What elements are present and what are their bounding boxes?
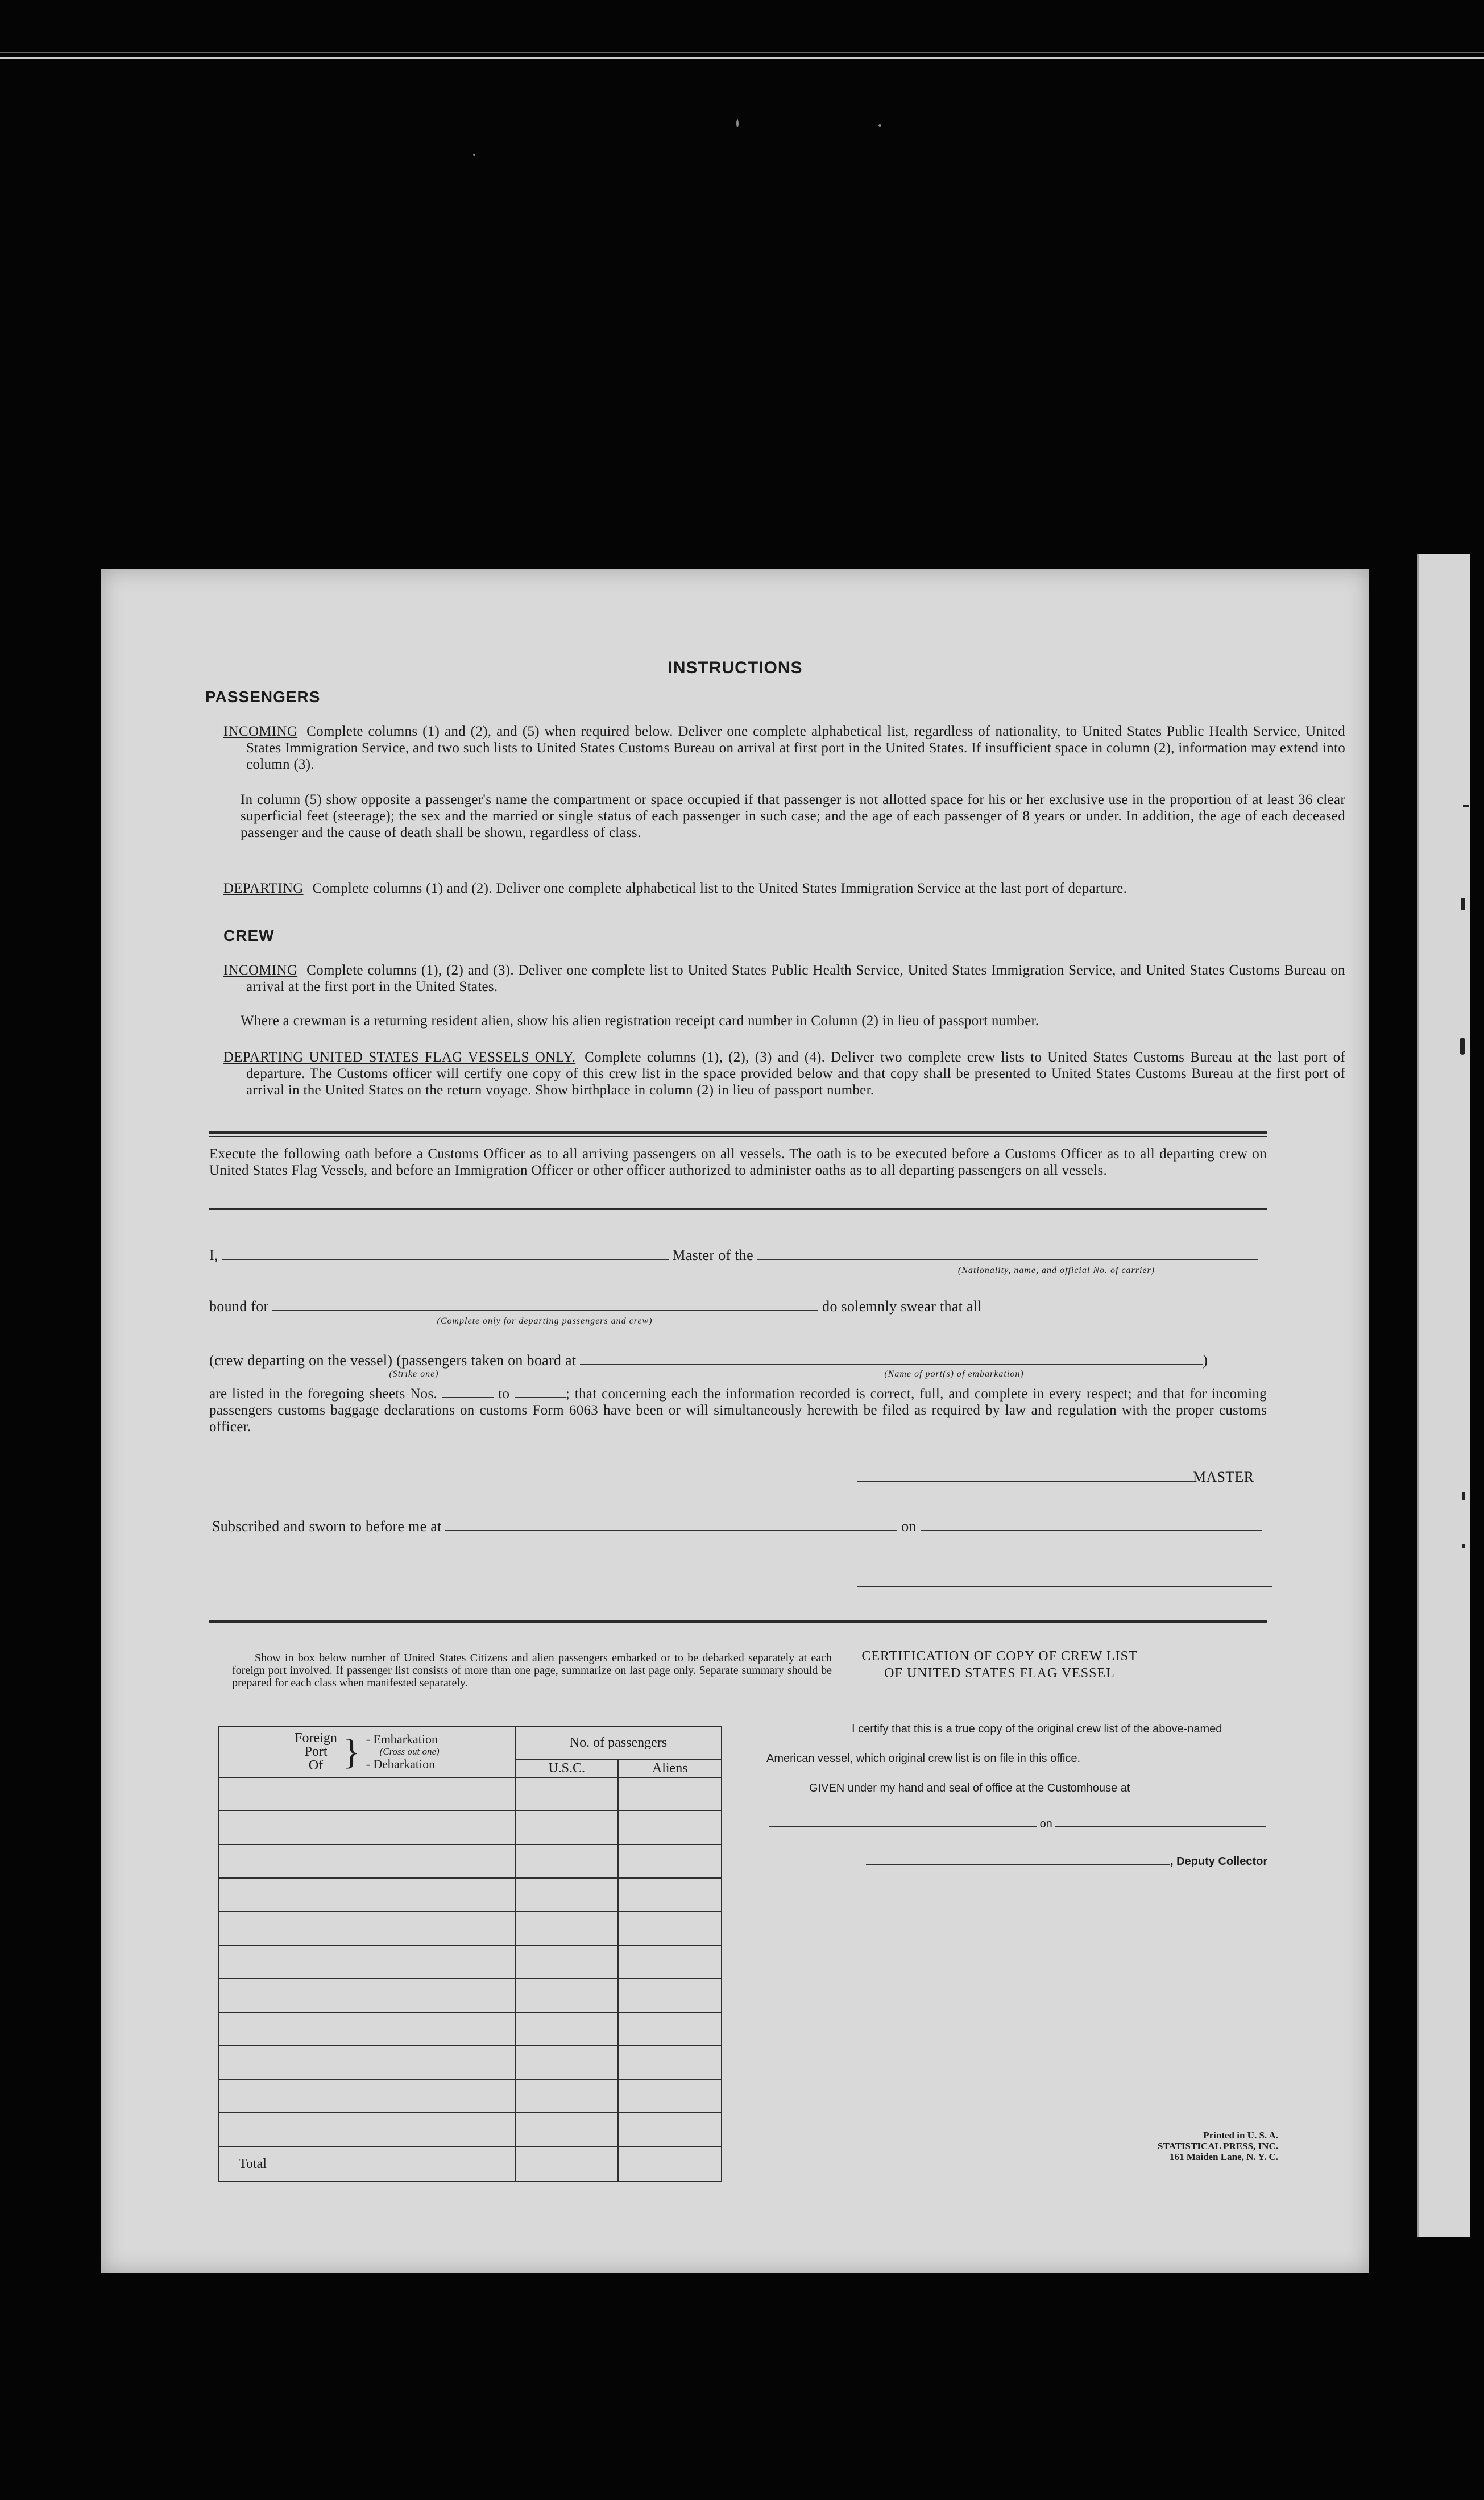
- aliens-header: Aliens: [618, 1759, 722, 1777]
- film-speck: [473, 154, 475, 156]
- strike-one-caption: (Strike one): [389, 1369, 439, 1379]
- summary-row: [219, 2046, 722, 2079]
- customhouse-field[interactable]: [769, 1826, 1037, 1827]
- column5-paragraph: In column (5) show opposite a passenger's name the compartment or space occupied if that passenger is not allotted space for his or her exclusive use in the proportion of at least 36 clear superficial feet (steerage); the sex and the married or single status of each passenger in such case; and the age of each passenger of 8 years or under. In addition, the age of each deceased passenger and the cause of death shall be shown, regardless of class.: [241, 792, 1345, 840]
- certify-line1: I certify that this is a true copy of the original crew list of the above-named: [852, 1723, 1222, 1735]
- master-signature-field[interactable]: [857, 1481, 1193, 1482]
- summary-row: [219, 1777, 722, 1811]
- film-speck: [736, 119, 739, 127]
- summary-row: [219, 2113, 722, 2146]
- brace-glyph: }: [342, 1731, 360, 1772]
- passenger-summary-table: [218, 1726, 722, 2182]
- american-vessel-line: American vessel, which original crew list is on file in this office.: [766, 1752, 1081, 1765]
- printer-line3: 161 Maiden Lane, N. Y. C.: [1170, 2151, 1278, 2162]
- cert-date-field[interactable]: [1055, 1826, 1266, 1827]
- usc-cell[interactable]: [515, 1811, 619, 1844]
- passengers-departing-text: Complete columns (1) and (2). Deliver one complete alphabetical list to the United States Immigration Service at the last port of departure.: [312, 881, 1127, 896]
- ports-caption: (Name of port(s) of embarkation): [884, 1369, 1024, 1379]
- bound-for-label: bound for: [209, 1298, 269, 1315]
- cert-on-label: on: [1039, 1818, 1052, 1830]
- usc-cell[interactable]: [515, 2079, 619, 2113]
- oath-bound-line: [209, 1298, 1267, 1315]
- oath-intro: Execute the following oath before a Customs Officer as to all arriving passengers on all vessels. The oath is to be executed before a Customs Officer as to all departing crew on United States Flag Vessels, and before an Immigration Officer or other officer authorized to administer oaths as to all departing passengers on all vessels.: [209, 1146, 1267, 1178]
- total-aliens-cell[interactable]: [618, 2146, 722, 2182]
- total-usc-cell[interactable]: [515, 2146, 619, 2182]
- usc-cell[interactable]: [515, 1912, 619, 1945]
- crew-incoming-label: INCOMING: [223, 963, 298, 978]
- close-paren: ): [1203, 1352, 1208, 1369]
- sheets-label: are listed in the foregoing sheets Nos.: [209, 1386, 438, 1402]
- aliens-cell[interactable]: [618, 1777, 722, 1811]
- usc-header: U.S.C.: [515, 1759, 619, 1777]
- divider-rule: [209, 1620, 1267, 1623]
- port-cell[interactable]: [219, 1811, 515, 1844]
- total-label: Total: [219, 2146, 515, 2182]
- summary-row: [219, 1979, 722, 2012]
- bound-for-field[interactable]: [272, 1310, 818, 1311]
- aliens-cell[interactable]: [618, 1979, 722, 2012]
- master-name-field[interactable]: [222, 1259, 669, 1260]
- crew-incoming-text: Complete columns (1), (2) and (3). Deliver one complete list to United States Public Health Service, United States Immigration Service, and United States Customs Bureau on arrival at the first port in the United States.: [246, 963, 1345, 994]
- sheets-statement: ; that concerning each the information recorded is correct, full, and complete in every respect; and that for incoming passengers customs baggage declarations on customs Form 6063 have been or will simultaneously herewith be filed as required by law and regulation with the proper customs officer.: [209, 1386, 1267, 1435]
- summary-row: [219, 2079, 722, 2113]
- debarkation-label: - Debarkation: [366, 1757, 436, 1771]
- port-cell[interactable]: [219, 2113, 515, 2146]
- oath-embarkation-line: [209, 1352, 1267, 1369]
- film-edge-line: [0, 52, 1484, 53]
- document-page: [101, 569, 1369, 2273]
- port-cell[interactable]: [219, 1912, 515, 1945]
- adjacent-page-edge: [1417, 554, 1470, 2237]
- subscribed-label: Subscribed and sworn to before me at: [212, 1518, 442, 1535]
- aliens-cell[interactable]: [618, 2113, 722, 2146]
- crew-passengers-label: (crew departing on the vessel) (passengers taken on board at: [209, 1352, 577, 1369]
- passengers-departing-paragraph: [223, 880, 1345, 897]
- port-cell[interactable]: [219, 1844, 515, 1878]
- port-cell[interactable]: [219, 2079, 515, 2113]
- printer-imprint: [1068, 2130, 1278, 2162]
- printer-line2: STATISTICAL PRESS, INC.: [1158, 2141, 1278, 2151]
- cross-out-label: (Cross out one): [379, 1746, 440, 1757]
- passengers-incoming-paragraph: [223, 723, 1345, 773]
- divider-rule-thin: [209, 1136, 1267, 1137]
- film-speck: [878, 124, 881, 127]
- sworn-place-field[interactable]: [445, 1530, 897, 1531]
- usc-cell[interactable]: [515, 2113, 619, 2146]
- usc-cell[interactable]: [515, 2012, 619, 2046]
- subscribed-line: [212, 1518, 1270, 1535]
- port-cell[interactable]: [219, 1945, 515, 1979]
- sworn-on-label: on: [901, 1518, 917, 1535]
- embarkation-label: - Embarkation: [366, 1732, 438, 1746]
- usc-cell[interactable]: [515, 1844, 619, 1878]
- port-header-port: Port: [304, 1744, 328, 1759]
- summary-instructions: Show in box below number of United States Citizens and alien passengers embarked or to be debarked separately at each foreign port involved. If passenger list consists of more than one page, summarize on last page only. Separate summary should be prepared for each class when manifested separately.: [232, 1652, 832, 1689]
- master-label: MASTER: [1193, 1469, 1254, 1485]
- no-passengers-header: No. of passengers: [515, 1726, 722, 1759]
- usc-cell[interactable]: [515, 1945, 619, 1979]
- crew-incoming-paragraph: [223, 962, 1345, 995]
- instructions-title: INSTRUCTIONS: [668, 658, 803, 677]
- printer-line1: Printed in U. S. A.: [1203, 2130, 1278, 2141]
- carrier-field[interactable]: [757, 1259, 1258, 1260]
- crew-departing-paragraph: [223, 1049, 1345, 1098]
- oath-master-line: [209, 1247, 1267, 1264]
- certification-title-line1: CERTIFICATION OF COPY OF CREW LIST: [861, 1649, 1138, 1664]
- bound-caption: (Complete only for departing passengers and crew): [437, 1316, 653, 1326]
- summary-row: [219, 1844, 722, 1878]
- film-edge-rule: [0, 57, 1484, 59]
- officer-signature-field[interactable]: [857, 1586, 1272, 1587]
- usc-cell[interactable]: [515, 2046, 619, 2079]
- certify-statement: [809, 1722, 1378, 1736]
- master-signature-line: [857, 1469, 1254, 1486]
- aliens-cell[interactable]: [618, 2046, 722, 2079]
- summary-row: [219, 1945, 722, 1979]
- crew-departing-label: DEPARTING UNITED STATES FLAG VESSELS ONLY.: [223, 1050, 576, 1065]
- passengers-incoming-text: Complete columns (1) and (2), and (5) when required below. Deliver one complete alphabetical list, regardless of nationality, to United States Public Health Service, United States Immigration Service, and two such lists to United States Customs Bureau on arrival at first port in the United States. If insufficient space in column (2), information may extend into column (3).: [246, 724, 1345, 772]
- sheet-from-field[interactable]: [442, 1397, 494, 1398]
- carrier-caption: (Nationality, name, and official No. of carrier): [957, 1266, 1155, 1275]
- summary-row: [219, 1811, 722, 1844]
- solemnly-swear-label: do solemnly swear that all: [822, 1298, 982, 1315]
- aliens-cell[interactable]: [618, 1945, 722, 1979]
- sworn-date-field[interactable]: [921, 1530, 1262, 1531]
- certification-title: [857, 1648, 1142, 1682]
- summary-row: [219, 1878, 722, 1912]
- summary-row: [219, 1912, 722, 1945]
- embarkation-port-field[interactable]: [580, 1364, 1203, 1365]
- aliens-cell[interactable]: [618, 1844, 722, 1878]
- passengers-heading: PASSENGERS: [205, 688, 321, 706]
- port-cell[interactable]: [219, 1979, 515, 2012]
- usc-cell[interactable]: [515, 1878, 619, 1912]
- oath-i-label: I,: [209, 1247, 218, 1263]
- sheets-to-label: to: [498, 1386, 510, 1402]
- deputy-signature-field[interactable]: [866, 1864, 1170, 1865]
- deputy-label: , Deputy Collector: [1170, 1855, 1268, 1868]
- sheet-to-field[interactable]: [515, 1397, 566, 1398]
- certification-title-line2: OF UNITED STATES FLAG VESSEL: [884, 1666, 1115, 1681]
- customhouse-line: [769, 1818, 1266, 1831]
- crew-resident-paragraph: Where a crewman is a returning resident alien, show his alien registration receipt card number in Column (2) in lieu of passport number.: [241, 1013, 1039, 1029]
- port-cell[interactable]: [219, 2012, 515, 2046]
- crew-heading: CREW: [223, 927, 275, 944]
- deputy-line: [866, 1855, 1267, 1868]
- usc-cell[interactable]: [515, 1979, 619, 2012]
- passengers-incoming-label: INCOMING: [223, 724, 298, 739]
- port-header-cell: [219, 1726, 515, 1777]
- port-cell[interactable]: [219, 1777, 515, 1811]
- divider-rule: [209, 1208, 1267, 1210]
- aliens-cell[interactable]: [618, 1878, 722, 1912]
- master-of-label: Master of the: [672, 1247, 753, 1263]
- port-header-of: Of: [308, 1758, 324, 1773]
- given-line: GIVEN under my hand and seal of office at the Customhouse at: [809, 1782, 1130, 1794]
- usc-cell[interactable]: [515, 1777, 619, 1811]
- aliens-cell[interactable]: [618, 1811, 722, 1844]
- summary-row: [219, 2012, 722, 2046]
- passengers-departing-label: DEPARTING: [223, 881, 304, 896]
- divider-rule: [209, 1131, 1267, 1134]
- aliens-cell[interactable]: [618, 1912, 722, 1945]
- port-header-foreign: Foreign: [295, 1731, 337, 1746]
- oath-sheets-paragraph: [209, 1386, 1267, 1435]
- port-cell[interactable]: [219, 1878, 515, 1912]
- aliens-cell[interactable]: [618, 2012, 722, 2046]
- port-cell[interactable]: [219, 2046, 515, 2079]
- crew-departing-text: Complete columns (1), (2), (3) and (4). Deliver two complete crew lists to United States Customs Bureau at the last port of departure. The Customs officer will certify one copy of this crew list in the space provided below and that copy shall be presented to United States Customs Bureau at the first port of arrival in the United States on the return voyage. Show birthplace in column (2) in lieu of passport number.: [246, 1050, 1345, 1098]
- aliens-cell[interactable]: [618, 2079, 722, 2113]
